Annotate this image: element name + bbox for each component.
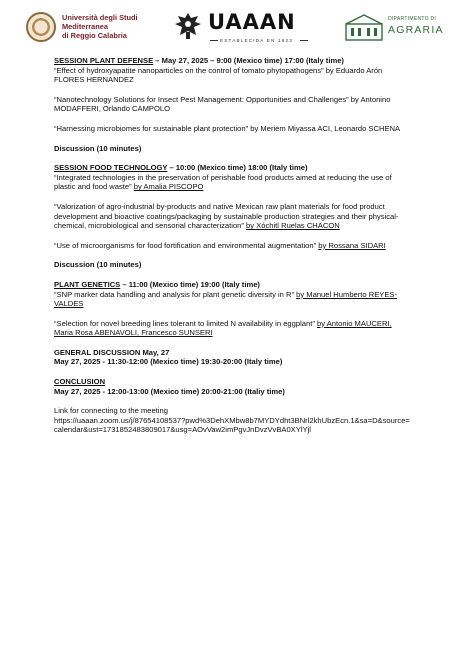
conclusion: [54, 377, 412, 396]
talk-item: “Harnessing microbiomes for sustainable plant protection” by Meriem Miyassa ACI, Leonardo SCHENA: [54, 123, 401, 133]
speaker-name: by Manuel Humberto REYES-VALDES: [54, 289, 398, 309]
eagle-crest-icon: [172, 10, 204, 42]
uaaan-rule-left: [210, 40, 218, 41]
talk-item: “Valorization of agro-industrial by-products and native Mexican raw plant materials for food product development and bioactive coatings/packaging by sustainable production strategies and their physical-chemical, microbiological and sensorial characterization” by Xóchitl Ruelas CHACON: [54, 201, 399, 231]
talk-item: “Selection for novel breeding lines tolerant to limited N availability in eggplant” by Antonio MAUCERI, Maria Rosa ABENAVOLI, Francesco SUNSERI: [54, 318, 392, 338]
meeting-link-block: [54, 406, 412, 435]
session-plant-genetics: [54, 280, 412, 338]
header-logos: [0, 8, 460, 48]
general-discussion-title: GENERAL DISCUSSION May, 27: [54, 347, 170, 357]
program-content: [54, 56, 412, 445]
agraria-logo: [344, 10, 444, 48]
session-food-technology: [54, 163, 412, 270]
speaker-name: by Antonio MAUCERI, Maria Rosa ABENAVOLI, Francesco SUNSERI: [54, 318, 392, 338]
talk-item: “Effect of hydroxyapatite nanoparticles on the control of tomato phytopathogens” by Eduardo Arón FLORES HERNANDEZ: [54, 65, 383, 85]
discussion-label: Discussion (10 minutes): [54, 260, 142, 270]
dept-label: DIPARTIMENTO DI: [388, 16, 437, 22]
talk-item: “Nanotechnology Solutions for Insect Pest Management: Opportunities and Challenges” by Antonino MODAFFERI, Orlando CAMPOLO: [54, 94, 391, 114]
discussion-label: Discussion (10 minutes): [54, 143, 142, 153]
uaaan-rule-right: [300, 40, 308, 41]
session-heading: PLANT GENETICS – 11:00 (Mexico time) 19:00 (Italy time): [54, 279, 260, 289]
speaker-name: by Xóchitl Ruelas CHACON: [246, 221, 340, 231]
conclusion-time: May 27, 2025 - 12:00-13:00 (Mexico time) 20:00-21:00 (Italiy time): [54, 386, 285, 396]
speaker-name: by Amalia PISCOPO: [133, 182, 204, 192]
talk-item: “Use of microorganisms for food fortification and environmental augmentation” by Rossana SIDARI: [54, 240, 386, 250]
talk-item: “SNP marker data handling and analysis for plant genetic diversity in R” by Manuel Humberto REYES-VALDES: [54, 289, 398, 309]
general-discussion-time: May 27, 2025 - 11:30-12:00 (Mexico time) 19:30-20:00 (Italy time): [54, 357, 283, 367]
building-icon: [344, 12, 384, 42]
unirc-logo: [26, 12, 176, 46]
general-discussion: [54, 348, 412, 367]
meeting-link-label: Link for connecting to the meeting: [54, 406, 168, 416]
uaaan-logo: [172, 10, 322, 48]
unirc-wordmark: Università degli Studi Mediterranea di Reggio Calabria: [62, 13, 138, 40]
uaaan-established: ESTABLECIDA EN 1923: [220, 38, 294, 43]
meeting-link-url[interactable]: https://uaaan.zoom.us/j/87654108537?pwd%3DehXMbw8b7MYDYdht3BNrl2khUbzEcn.1&sa=D&source=calendar&ust=1731852483809017&usg=AOvVaw2imPgvJnDvzVvBA0XYlYjl: [54, 415, 410, 435]
conclusion-title: CONCLUSION: [54, 377, 106, 387]
session-plant-defense: [54, 56, 412, 153]
speaker-name: by Rossana SIDARI: [318, 240, 386, 250]
talk-item: “Integrated technologies in the preservation of perishable food products aimed at reducing the use of plastic and food waste” by Amalia PISCOPO: [54, 172, 392, 192]
session-heading: SESSION PLANT DEFENSE – May 27, 2025 – 9:00 (Mexico time) 17:00 (Italy time): [54, 56, 344, 65]
session-heading: SESSION FOOD TECHNOLOGY – 10:00 (Mexico time) 18:00 (Italy time): [54, 163, 308, 173]
dept-name: AGRARIA: [388, 24, 444, 36]
uaaan-wordmark: UAAAN: [208, 10, 296, 34]
university-seal-icon: [26, 12, 56, 42]
